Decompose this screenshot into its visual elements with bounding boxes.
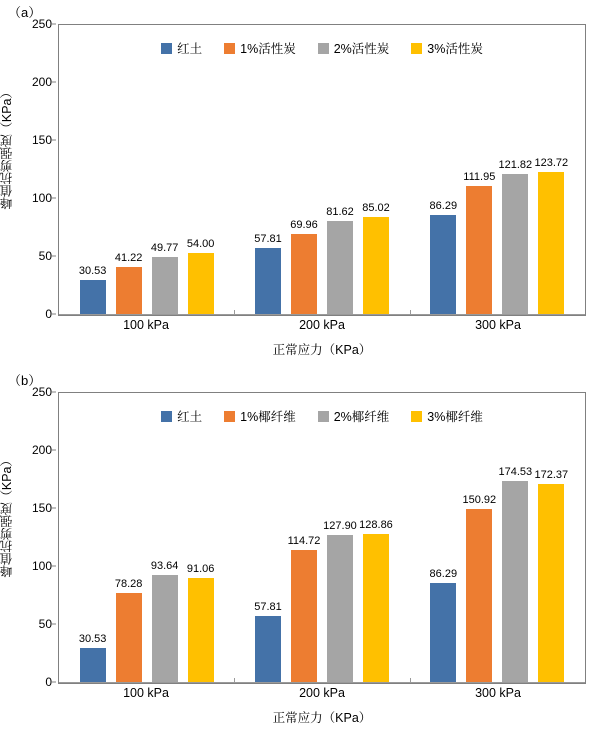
y-tick-mark xyxy=(52,566,56,567)
bar-holder xyxy=(80,393,106,683)
bar-holder xyxy=(327,25,353,315)
bar-value-label: 150.92 xyxy=(462,493,497,506)
plot-area-b xyxy=(58,392,586,684)
y-tick-mark xyxy=(52,450,56,451)
bar-holder xyxy=(188,393,214,683)
bar-holder xyxy=(116,25,142,315)
legend-label: 红土 xyxy=(177,42,203,56)
y-tick-label: 200 xyxy=(31,443,52,457)
x-tick-label: 300 kPa xyxy=(475,318,521,332)
bar-holder xyxy=(463,25,496,315)
bar-holder xyxy=(462,393,497,683)
bar xyxy=(359,519,393,683)
y-tick-mark xyxy=(52,314,56,315)
panel-label-a: （a） xyxy=(8,5,42,20)
y-tick-label: 0 xyxy=(45,675,52,689)
bar-value-label: 41.22 xyxy=(114,252,143,265)
x-tick-label: 200 kPa xyxy=(299,686,345,700)
bar-holder xyxy=(363,25,389,315)
bar xyxy=(114,252,143,315)
bar xyxy=(186,237,215,315)
chart-panel-b xyxy=(0,368,600,736)
bar-value-label: 114.72 xyxy=(287,535,321,548)
x-axis-line-b xyxy=(59,682,585,683)
bar xyxy=(186,562,215,683)
x-tick-label: 200 kPa xyxy=(299,318,345,332)
y-tick-mark xyxy=(52,624,56,625)
bar xyxy=(287,535,321,683)
x-axis-title-a: 正常应力（KPa） xyxy=(272,343,372,357)
bar xyxy=(114,577,143,683)
y-tick-mark xyxy=(52,140,56,141)
y-tick-mark xyxy=(52,392,56,393)
bar-holder xyxy=(287,393,321,683)
bar-holder xyxy=(152,25,178,315)
y-tick-mark xyxy=(52,682,56,683)
bar-group xyxy=(234,25,409,315)
y-tick-mark xyxy=(52,256,56,257)
x-tick-label: 100 kPa xyxy=(123,318,169,332)
y-tick-label: 0 xyxy=(45,307,52,321)
y-tick-label: 100 xyxy=(31,559,52,573)
bar xyxy=(150,242,179,315)
bar xyxy=(534,468,569,683)
y-tick-mark xyxy=(52,24,56,25)
bar-value-label: 172.37 xyxy=(534,468,569,481)
bar-holder xyxy=(255,393,281,683)
bar-value-label: 86.29 xyxy=(429,568,458,581)
y-tick-mark xyxy=(52,198,56,199)
chart-panel-a xyxy=(0,0,600,368)
x-tick-label: 100 kPa xyxy=(123,686,169,700)
bar xyxy=(429,200,458,315)
bar-value-label: 128.86 xyxy=(359,519,393,532)
y-tick-label: 250 xyxy=(31,385,52,399)
x-axis-labels-a xyxy=(58,318,586,332)
bar-groups-b xyxy=(59,393,585,683)
bar-group xyxy=(59,393,234,683)
bar-value-label: 127.90 xyxy=(323,520,357,533)
bar-value-label: 86.29 xyxy=(429,200,458,213)
legend-label: 红土 xyxy=(177,410,203,424)
y-tick-mark xyxy=(52,508,56,509)
bar-value-label: 57.81 xyxy=(254,233,282,246)
bar-holder xyxy=(323,393,357,683)
bar-value-label: 111.95 xyxy=(463,170,496,183)
plot-inner-b xyxy=(59,393,585,683)
bar-value-label: 69.96 xyxy=(290,219,318,232)
y-axis-title-b: 峰值抗剪强度（KPa） xyxy=(0,454,14,578)
y-tick-label: 200 xyxy=(31,75,52,89)
bar-group xyxy=(410,25,585,315)
bar xyxy=(429,568,458,683)
bar-holder xyxy=(534,393,569,683)
bar xyxy=(534,156,569,315)
bar xyxy=(323,520,357,683)
bar xyxy=(462,493,497,683)
legend-label: 3%活性炭 xyxy=(427,42,483,56)
bar xyxy=(290,219,318,315)
x-axis-labels-b xyxy=(58,686,586,700)
y-tick-label: 50 xyxy=(38,249,52,263)
y-tick-label: 50 xyxy=(38,617,52,631)
y-tick-mark xyxy=(52,82,56,83)
plot-area-a xyxy=(58,24,586,316)
bar xyxy=(254,601,282,683)
y-tick-label: 150 xyxy=(31,133,52,147)
bar xyxy=(326,205,354,315)
bar-value-label: 54.00 xyxy=(186,237,215,250)
y-axis-title-a: 峰值抗剪强度（KPa） xyxy=(0,86,14,210)
legend-label: 2%椰纤维 xyxy=(333,410,390,424)
bar-value-label: 81.62 xyxy=(326,205,354,218)
y-axis-labels-a xyxy=(20,17,56,321)
x-tick-label: 300 kPa xyxy=(475,686,521,700)
bar xyxy=(254,233,282,315)
bar-group xyxy=(410,393,585,683)
bar xyxy=(498,466,533,683)
bar-value-label: 121.82 xyxy=(498,159,533,172)
legend-label: 3%椰纤维 xyxy=(427,410,483,424)
bar xyxy=(498,159,533,315)
y-tick-label: 150 xyxy=(31,501,52,515)
bar-holder xyxy=(116,393,142,683)
legend-label: 1%椰纤维 xyxy=(240,410,296,424)
bar-value-label: 91.06 xyxy=(186,562,215,575)
bar-value-label: 174.53 xyxy=(498,466,533,479)
bar-holder xyxy=(291,25,317,315)
bar-value-label: 123.72 xyxy=(534,156,569,169)
bar-holder xyxy=(255,25,281,315)
bar-value-label: 78.28 xyxy=(114,577,143,590)
x-axis-title-b: 正常应力（KPa） xyxy=(272,711,372,725)
legend-label: 2%活性炭 xyxy=(333,42,390,56)
y-axis-labels-b xyxy=(20,385,56,689)
bar xyxy=(150,559,179,683)
bar-holder xyxy=(188,25,214,315)
y-tick-label: 250 xyxy=(31,17,52,31)
bar-value-label: 93.64 xyxy=(150,559,179,572)
bar-value-label: 30.53 xyxy=(78,632,107,645)
legend-label: 1%活性炭 xyxy=(240,42,296,56)
bar-holder xyxy=(534,25,569,315)
bar-holder xyxy=(430,25,456,315)
bar-holder xyxy=(152,393,178,683)
y-tick-label: 100 xyxy=(31,191,52,205)
bar-group xyxy=(59,25,234,315)
bar-value-label: 85.02 xyxy=(362,201,390,214)
panel-label-b: （b） xyxy=(8,373,42,388)
x-axis-line-a xyxy=(59,314,585,315)
bar-holder xyxy=(430,393,456,683)
bar-value-label: 49.77 xyxy=(150,242,179,255)
bar-holder xyxy=(498,25,533,315)
bar-value-label: 30.53 xyxy=(78,264,107,277)
bar xyxy=(463,170,496,315)
bar-holder xyxy=(498,393,533,683)
bar-group xyxy=(234,393,409,683)
plot-inner-a xyxy=(59,25,585,315)
bar-holder xyxy=(80,25,106,315)
bar-groups-a xyxy=(59,25,585,315)
bar xyxy=(78,264,107,315)
bar xyxy=(78,632,107,683)
bar xyxy=(362,201,390,315)
bar-value-label: 57.81 xyxy=(254,601,282,614)
